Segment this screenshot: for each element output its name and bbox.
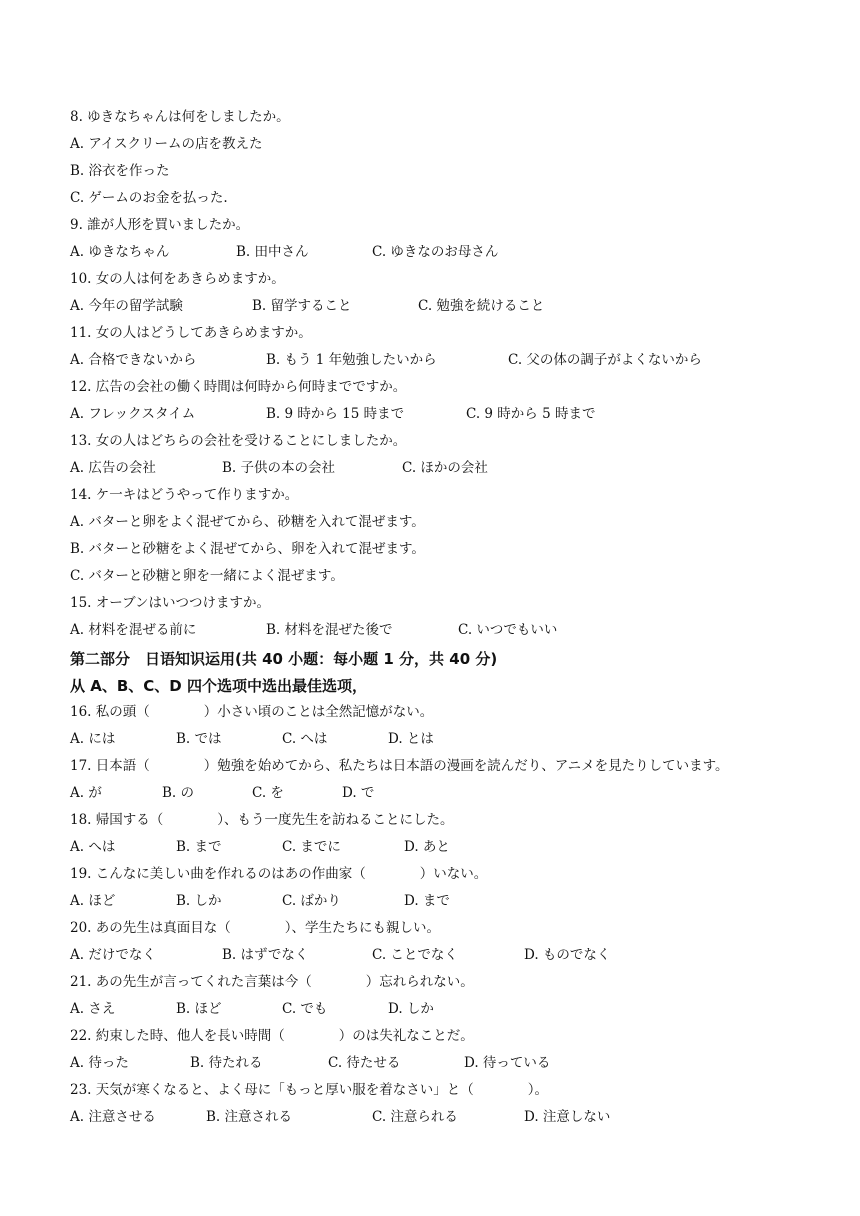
question-text: 19. こんなに美しい曲を作れるのはあの作曲家（ ）いない。 — [70, 866, 488, 882]
answer-option: B. ほど — [176, 1001, 222, 1017]
answer-option: C. までに — [282, 839, 341, 855]
answer-option: C. 勉強を続けること — [418, 298, 545, 314]
answer-option: D. 待っている — [464, 1055, 551, 1071]
answer-option: D. とは — [388, 731, 434, 747]
answer-option: A. だけでなく — [70, 947, 156, 963]
answer-option: B. 注意される — [206, 1109, 293, 1125]
answer-option: A. さえ — [70, 1001, 116, 1017]
answer-option: D. で — [342, 785, 375, 801]
answer-option: A. 広告の会社 — [70, 460, 156, 476]
question-text: 21. あの先生が言ってくれた言葉は今（ ）忘れられない。 — [70, 974, 474, 990]
answer-option: A. 合格できないから — [70, 352, 197, 368]
answer-option: C. バターと砂糖と卵を一緒によく混ぜます。 — [70, 568, 344, 584]
question-text: 17. 日本語（ ）勉強を始めてから、私たちは日本語の漫画を読んだり、アニメを見たりしています。 — [70, 758, 729, 774]
question-text: 8. ゆきなちゃんは何をしましたか。 — [70, 109, 290, 125]
answer-option: C. いつでもいい — [458, 622, 558, 638]
question-text: 15. オーブンはいつつけますか。 — [70, 595, 271, 611]
answer-option: C. ほかの会社 — [402, 460, 488, 476]
answer-option: B. の — [162, 785, 195, 801]
answer-option: A. へは — [70, 839, 116, 855]
answer-option: C. へは — [282, 731, 328, 747]
answer-option: D. あと — [404, 839, 450, 855]
question-text: 23. 天気が寒くなると、よく母に「もっと厚い服を着なさい」と（ ）。 — [70, 1082, 549, 1098]
answer-option: B. 留学すること — [252, 298, 352, 314]
answer-option: C. ばかり — [282, 893, 341, 909]
question-text: 18. 帰国する（ ）、もう一度先生を訪ねることにした。 — [70, 812, 454, 828]
answer-option: B. では — [176, 731, 222, 747]
answer-option: B. バターと砂糖をよく混ぜてから、卵を入れて混ぜます。 — [70, 541, 425, 557]
answer-option: B. 子供の本の会社 — [222, 460, 336, 476]
answer-option: C. 9 時から 5 時まで — [466, 406, 596, 422]
question-text: 14. ケ一キはどうやって作りますか。 — [70, 487, 299, 503]
answer-option: B. 9 時から 15 時まで — [266, 406, 405, 422]
answer-option: A. 今年の留学試験 — [70, 298, 183, 314]
answer-option: D. 注意しない — [524, 1109, 611, 1125]
section-heading: 从 A、B、C、D 四个选项中选出最佳选项， — [70, 677, 367, 695]
answer-option: C. でも — [282, 1001, 328, 1017]
question-text: 10. 女の人は何をあきらめますか。 — [70, 271, 285, 287]
question-text: 20. あの先生は真面目な（ ）、学生たちにも親しい。 — [70, 920, 441, 936]
answer-option: C. を — [252, 785, 284, 801]
question-text: 13. 女の人はどちらの会社を受けることにしましたか。 — [70, 433, 407, 449]
answer-option: B. 待たれる — [190, 1055, 263, 1071]
answer-option: C. 父の体の調子がよくないから — [508, 352, 702, 368]
answer-option: B. まで — [176, 839, 222, 855]
answer-option: A. には — [70, 731, 116, 747]
answer-option: A. アイスクリームの店を教えた — [70, 136, 263, 152]
answer-option: D. まで — [404, 893, 450, 909]
question-text: 22. 約束した時、他人を長い時間（ ）のは失礼なことだ。 — [70, 1028, 474, 1044]
answer-option: B. しか — [176, 893, 222, 909]
answer-option: C. ゆきなのお母さん — [372, 244, 499, 260]
answer-option: D. しか — [388, 1001, 434, 1017]
answer-option: B. 浴衣を作った — [70, 163, 170, 179]
question-text: 12. 広告の会社の働く時間は何時から何時までですか。 — [70, 379, 407, 395]
question-text: 16. 私の頭（ ）小さい頃のことは全然記憶がない。 — [70, 704, 434, 720]
section-heading: 第二部分 日语知识运用(共 40 小题：每小题 1 分，共 40 分) — [70, 650, 498, 668]
answer-option: A. 待った — [70, 1055, 129, 1071]
answer-option: C. ゲームのお金を払った. — [70, 190, 228, 206]
answer-option: B. はずでなく — [222, 947, 309, 963]
answer-option: C. ことでなく — [372, 947, 458, 963]
answer-option: A. 注意させる — [70, 1109, 156, 1125]
answer-option: A. ほど — [70, 893, 116, 909]
answer-option: B. 材料を混ぜた後で — [266, 622, 393, 638]
answer-option: B. もう 1 年勉強したいから — [266, 352, 437, 368]
answer-option: A. 材料を混ぜる前に — [70, 622, 197, 638]
answer-option: C. 注意られる — [372, 1109, 458, 1125]
answer-option: D. ものでなく — [524, 947, 611, 963]
answer-option: A. ゆきなちゃん — [70, 244, 170, 260]
answer-option: A. フレックスタイム — [70, 406, 196, 422]
question-text: 9. 誰が人形を買いましたか。 — [70, 217, 250, 233]
answer-option: C. 待たせる — [328, 1055, 401, 1071]
answer-option: A. バターと卵をよく混ぜてから、砂糖を入れて混ぜます。 — [70, 514, 425, 530]
answer-option: B. 田中さん — [236, 244, 309, 260]
answer-option: A. が — [70, 785, 102, 801]
question-text: 11. 女の人はどうしてあきらめますか。 — [70, 325, 312, 341]
